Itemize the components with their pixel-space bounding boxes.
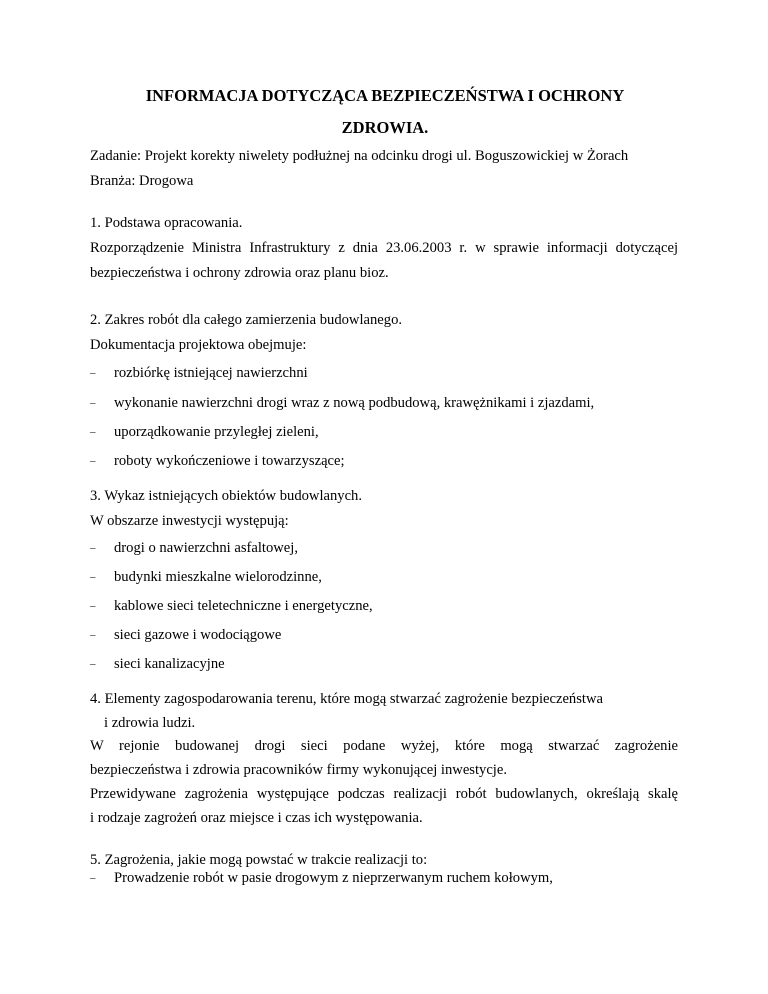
- task-line: Zadanie: Projekt korekty niwelety podłużnej na odcinku drogi ul. Boguszowickiej w Żorach: [90, 148, 629, 164]
- list-item-text: drogi o nawierzchni asfaltowej,: [114, 540, 298, 556]
- section-4-para-1-line-2: bezpieczeństwa i zdrowia pracowników firmy wykonującej inwestycje.: [90, 762, 507, 778]
- list-item-text: roboty wykończeniowe i towarzyszące;: [114, 453, 345, 469]
- section-4-para-2-line-2: i rodzaje zagrożeń oraz miejsce i czas ich występowania.: [90, 810, 423, 826]
- bullet-dash: –: [90, 571, 96, 583]
- bullet-dash: –: [90, 629, 96, 641]
- section-1-text-line-2: bezpieczeństwa i ochrony zdrowia oraz planu bioz.: [90, 265, 389, 281]
- bullet-dash: –: [90, 367, 96, 379]
- section-3-intro: W obszarze inwestycji występują:: [90, 513, 289, 529]
- bullet-dash: –: [90, 455, 96, 467]
- bullet-dash: –: [90, 872, 96, 884]
- section-2-heading: 2. Zakres robót dla całego zamierzenia budowlanego.: [90, 312, 403, 328]
- section-5-heading: 5. Zagrożenia, jakie mogą powstać w trakcie realizacji to:: [90, 852, 428, 868]
- section-2-intro: Dokumentacja projektowa obejmuje:: [90, 337, 307, 353]
- list-item-text: rozbiórkę istniejącej nawierzchni: [114, 365, 308, 381]
- section-3-heading: 3. Wykaz istniejących obiektów budowlanych.: [90, 488, 363, 504]
- bullet-dash: –: [90, 397, 96, 409]
- list-item-text: uporządkowanie przyległej zieleni,: [114, 424, 319, 440]
- bullet-dash: –: [90, 542, 96, 554]
- document-title-line-1: INFORMACJA DOTYCZĄCA BEZPIECZEŃSTWA I OCHRONY: [145, 86, 625, 105]
- section-1-text-line-1: Rozporządzenie Ministra Infrastruktury z dnia 23.06.2003 r. w sprawie informacji dotyczącej: [90, 240, 678, 256]
- list-item-text: Prowadzenie robót w pasie drogowym z nieprzerwanym ruchem kołowym,: [114, 870, 553, 886]
- section-4-heading-line-2: i zdrowia ludzi.: [104, 715, 196, 731]
- document-title-line-2: ZDROWIA.: [341, 118, 429, 137]
- section-4-heading-line-1: 4. Elementy zagospodarowania terenu, które mogą stwarzać zagrożenie bezpieczeństwa: [90, 691, 603, 707]
- section-4-para-1-line-1: W rejonie budowanej drogi sieci podane wyżej, które mogą stwarzać zagrożenie: [90, 738, 678, 754]
- section-4-para-2-line-1: Przewidywane zagrożenia występujące podczas realizacji robót budowlanych, określają skalę: [90, 786, 678, 802]
- bullet-dash: –: [90, 426, 96, 438]
- list-item-text: budynki mieszkalne wielorodzinne,: [114, 569, 322, 585]
- list-item-text: wykonanie nawierzchni drogi wraz z nową podbudową, krawężnikami i zjazdami,: [114, 395, 595, 411]
- section-1-heading: 1. Podstawa opracowania.: [90, 215, 243, 231]
- branch-line: Branża: Drogowa: [90, 173, 194, 189]
- bullet-dash: –: [90, 600, 96, 612]
- bullet-dash: –: [90, 658, 96, 670]
- list-item-text: sieci gazowe i wodociągowe: [114, 627, 282, 643]
- list-item-text: sieci kanalizacyjne: [114, 656, 225, 672]
- list-item-text: kablowe sieci teletechniczne i energetyczne,: [114, 598, 373, 614]
